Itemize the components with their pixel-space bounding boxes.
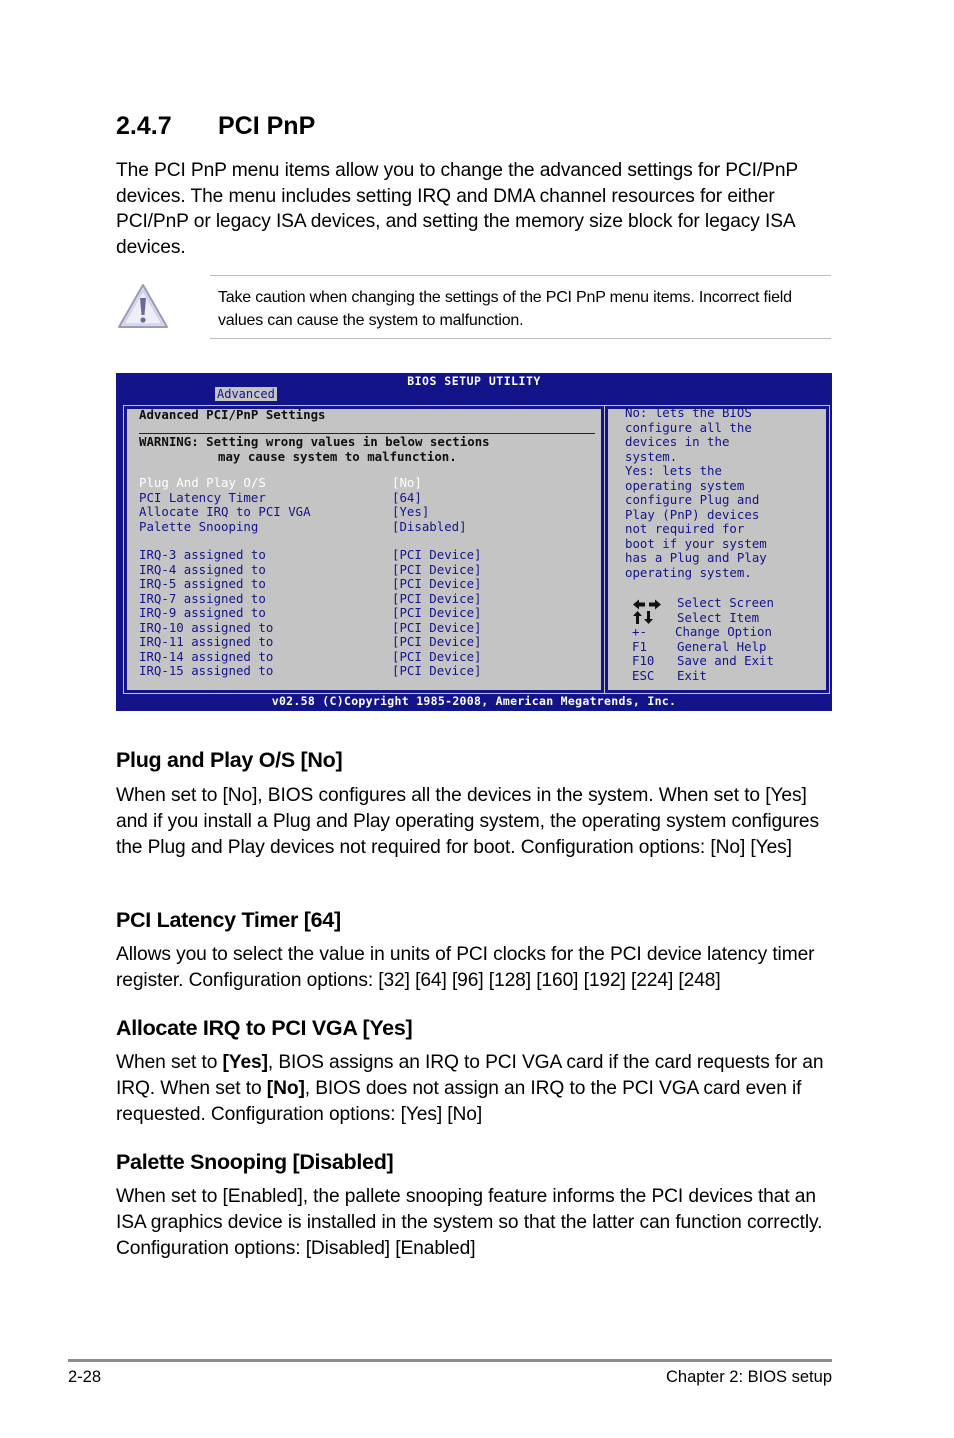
item-body-plug-and-play: When set to [No], BIOS configures all the devices in the system. When set to [Yes] and if you install a Plug and Play operating system, the operating system configures the Plug and Play devices not required for boot. Configuration options: [No] [Yes] bbox=[116, 785, 819, 858]
bios-irq-value[interactable]: [PCI Device] bbox=[392, 576, 482, 591]
bios-help-line: operating system bbox=[625, 477, 745, 493]
bios-setting-value[interactable]: [Yes] bbox=[392, 504, 430, 519]
bios-setting-label[interactable]: Allocate IRQ to PCI VGA bbox=[139, 504, 311, 519]
bios-key: F10 bbox=[632, 653, 655, 668]
chapter-label: Chapter 2: BIOS setup bbox=[665, 1368, 832, 1386]
bios-help-line: boot if your system bbox=[625, 535, 767, 551]
bios-help-panel bbox=[605, 406, 829, 693]
item-heading-allocate-irq: Allocate IRQ to PCI VGA [Yes] bbox=[116, 1016, 413, 1040]
bios-copyright: v02.58 (C)Copyright 1985-2008, American Megatrends, Inc. bbox=[271, 694, 677, 708]
bios-irq-label[interactable]: IRQ-7 assigned to bbox=[139, 590, 266, 606]
bios-key-desc: Select Item bbox=[677, 609, 760, 625]
bios-setting-label[interactable]: Palette Snooping bbox=[139, 518, 259, 534]
bios-key-desc: Save and Exit bbox=[677, 653, 774, 668]
bios-help-line: devices in the bbox=[625, 434, 730, 449]
bios-irq-value[interactable]: [PCI Device] bbox=[392, 590, 482, 606]
section-heading: PCI PnP bbox=[218, 112, 316, 140]
bios-main-panel bbox=[124, 406, 604, 693]
bios-tab-advanced[interactable]: Advanced bbox=[217, 387, 275, 401]
section-title bbox=[116, 112, 315, 141]
bios-setting-label[interactable]: Plug And Play O/S bbox=[139, 475, 266, 490]
bios-irq-label[interactable]: IRQ-5 assigned to bbox=[139, 576, 266, 591]
bios-help-line: Yes: lets the bbox=[625, 463, 722, 478]
warning-triangle-icon bbox=[116, 282, 170, 330]
bios-help-line: configure all the bbox=[625, 419, 752, 435]
bios-warning-line1: WARNING: Setting wrong values in below sections bbox=[139, 434, 490, 449]
bios-irq-label[interactable]: IRQ-10 assigned to bbox=[139, 619, 274, 635]
footer-rule bbox=[68, 1359, 832, 1362]
item-heading-palette-snooping: Palette Snooping [Disabled] bbox=[116, 1150, 394, 1174]
bios-key-desc: Change Option bbox=[675, 624, 772, 639]
caution-box bbox=[210, 275, 831, 339]
bios-help-line: No: lets the BIOS bbox=[625, 405, 752, 420]
bios-key-desc: Select Screen bbox=[677, 595, 774, 610]
item-heading-pci-latency: PCI Latency Timer [64] bbox=[116, 908, 341, 932]
bios-help-line: system. bbox=[625, 448, 678, 464]
bios-irq-label[interactable]: IRQ-14 assigned to bbox=[139, 648, 274, 664]
bios-irq-value[interactable]: [PCI Device] bbox=[392, 547, 482, 562]
bios-irq-label[interactable]: IRQ-9 assigned to bbox=[139, 605, 266, 620]
bios-key: +- bbox=[632, 624, 647, 639]
item-body-pci-latency: Allows you to select the value in units of PCI clocks for the PCI device latency timer register. Configuration options: [32] [64] [96] [128] [160] [192] [224] [248] bbox=[116, 944, 815, 991]
bios-help-line: not required for bbox=[625, 521, 745, 536]
bios-irq-value[interactable]: [PCI Device] bbox=[392, 619, 482, 635]
bios-irq-value[interactable]: [PCI Device] bbox=[392, 605, 482, 620]
item-body-allocate-irq: When set to [Yes], BIOS assigns an IRQ to PCI VGA card if the card requests for an IRQ. When set to [No], BIOS does not assign an IRQ to the PCI VGA card even if requested. Configuration options: [Yes] [No] bbox=[116, 1052, 824, 1125]
bios-title: BIOS SETUP UTILITY bbox=[407, 374, 541, 388]
caution-text: Take caution when changing the settings of the PCI PnP menu items. Incorrect field values can cause the system to malfunction. bbox=[218, 289, 792, 329]
bios-key-desc: General Help bbox=[677, 638, 767, 654]
bios-irq-label[interactable]: IRQ-15 assigned to bbox=[139, 663, 274, 678]
bios-help-line: has a Plug and Play bbox=[625, 550, 767, 565]
item-heading-plug-and-play: Plug and Play O/S [No] bbox=[116, 748, 343, 772]
bios-irq-value[interactable]: [PCI Device] bbox=[392, 648, 482, 664]
item-body-palette-snooping: When set to [Enabled], the pallete snooping feature informs the PCI devices that an ISA graphics device is installed in the system so that the latter can function correctly. Configuration options: [Disabled] [Enabled] bbox=[116, 1186, 823, 1259]
up-down-arrows-icon bbox=[633, 611, 653, 624]
bios-setting-label[interactable]: PCI Latency Timer bbox=[139, 489, 266, 505]
bios-key: F1 bbox=[632, 638, 647, 654]
bios-setting-value[interactable]: [Disabled] bbox=[392, 518, 467, 534]
bios-setting-value[interactable]: [64] bbox=[392, 489, 422, 505]
intro-paragraph: The PCI PnP menu items allow you to change the advanced settings for PCI/PnP devices. The menu includes setting IRQ and DMA channel resources for either PCI/PnP or legacy ISA devices, and setting the memory size block for legacy ISA devices. bbox=[116, 160, 798, 259]
bios-help-line: Play (PnP) devices bbox=[625, 506, 760, 522]
bios-warning-line2: may cause system to malfunction. bbox=[218, 448, 457, 464]
bios-heading: Advanced PCI/PnP Settings bbox=[139, 407, 326, 422]
bios-irq-value[interactable]: [PCI Device] bbox=[392, 663, 482, 678]
bios-help-line: operating system. bbox=[625, 564, 752, 580]
bios-irq-label[interactable]: IRQ-11 assigned to bbox=[139, 634, 274, 649]
left-right-arrows-icon bbox=[633, 599, 661, 610]
page-number: 2-28 bbox=[68, 1368, 102, 1386]
bios-irq-label[interactable]: IRQ-3 assigned to bbox=[139, 547, 266, 562]
bios-screenshot bbox=[116, 373, 832, 711]
bios-key-desc: Exit bbox=[677, 667, 707, 683]
bios-irq-value[interactable]: [PCI Device] bbox=[392, 634, 482, 649]
bios-setting-value[interactable]: [No] bbox=[392, 475, 422, 490]
bios-help-line: configure Plug and bbox=[625, 492, 760, 507]
bios-key: ESC bbox=[632, 667, 655, 683]
bios-irq-label[interactable]: IRQ-4 assigned to bbox=[139, 561, 266, 577]
section-number: 2.4.7 bbox=[116, 112, 172, 140]
bios-irq-value[interactable]: [PCI Device] bbox=[392, 561, 482, 577]
